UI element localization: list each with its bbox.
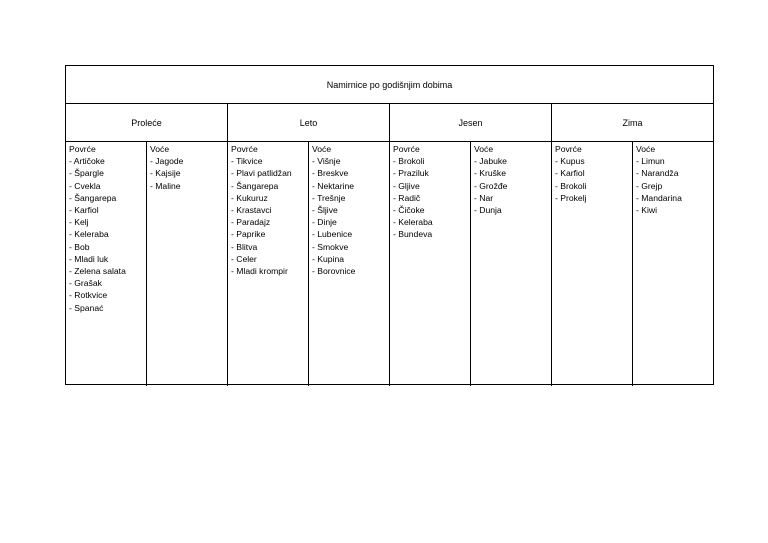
list-item: - Tikvice: [231, 156, 263, 167]
food-lists-row: [66, 142, 713, 386]
list-item: - Kukuruz: [231, 192, 268, 203]
column-heading: Voće: [312, 144, 332, 154]
list-item: - Prokelj: [555, 192, 587, 203]
list-item: - Rotkvice: [69, 290, 108, 301]
fruits-column-spring: [147, 142, 228, 386]
list-item: - Zelena salata: [69, 266, 126, 277]
list-item: - Narandža: [636, 168, 679, 179]
list-item: - Mladi luk: [69, 253, 109, 264]
column-heading: Povrće: [231, 144, 258, 154]
list-item: - Bob: [69, 241, 90, 252]
list-item: - Spanać: [69, 302, 104, 313]
list-item: - Jabuke: [474, 156, 507, 167]
fruits-column-summer: [309, 142, 390, 386]
list-item: - Celer: [231, 253, 257, 264]
list-item: - Trešnje: [312, 192, 346, 203]
list-item: - Grožđe: [474, 180, 508, 191]
seasonal-food-table: [65, 65, 714, 385]
list-item: - Nektarine: [312, 180, 355, 191]
list-item: - Brokoli: [393, 156, 425, 167]
season-header-spring: [66, 104, 228, 141]
list-item: - Plavi patlidžan: [231, 168, 292, 179]
vegetables-column-autumn: [390, 142, 471, 386]
fruits-column-winter: [633, 142, 713, 386]
list-item: - Šangarepa: [69, 192, 117, 203]
list-item: - Kiwi: [636, 205, 658, 216]
list-item: - Nar: [474, 192, 494, 203]
list-item: - Kruške: [474, 168, 506, 179]
column-heading: Povrće: [555, 144, 582, 154]
column-heading: Povrće: [69, 144, 96, 154]
column-heading: Voće: [474, 144, 494, 154]
list-item: - Karfiol: [555, 168, 585, 179]
list-item: - Gljive: [393, 180, 420, 191]
list-item: - Mandarina: [636, 192, 682, 203]
list-item: - Keleraba: [69, 229, 109, 240]
list-item: - Šljive: [312, 205, 338, 216]
list-item: - Artičoke: [69, 156, 105, 167]
list-item: - Bundeva: [393, 229, 433, 240]
list-item: - Brokoli: [555, 180, 587, 191]
list-item: - Krastavci: [231, 205, 272, 216]
season-name: Leto: [299, 117, 318, 128]
vegetables-column-spring: [66, 142, 147, 386]
table-title-cell: [66, 66, 713, 104]
list-item: - Cvekla: [69, 180, 101, 191]
list-item: - Borovnice: [312, 266, 356, 277]
list-item: - Keleraba: [393, 217, 433, 228]
list-item: - Kupus: [555, 156, 585, 167]
list-item: - Čičoke: [393, 205, 425, 216]
list-item: - Radič: [393, 192, 421, 203]
vegetables-column-summer: [228, 142, 309, 386]
list-item: - Maline: [150, 180, 181, 191]
list-item: - Špargle: [69, 168, 104, 179]
list-item: - Kajsije: [150, 168, 181, 179]
list-item: - Šangarepa: [231, 180, 279, 191]
list-item: - Karfiol: [69, 205, 99, 216]
list-item: - Višnje: [312, 156, 341, 167]
list-item: - Blitva: [231, 241, 258, 252]
column-heading: Voće: [636, 144, 656, 154]
table-title: Namirnice po godišnjim dobima: [326, 79, 453, 90]
list-item: - Dinje: [312, 217, 337, 228]
list-item: - Grejp: [636, 180, 663, 191]
season-name: Jesen: [458, 117, 483, 128]
list-item: - Paradajz: [231, 217, 271, 228]
list-item: - Jagode: [150, 156, 184, 167]
list-item: - Praziluk: [393, 168, 429, 179]
list-item: - Grašak: [69, 278, 102, 289]
vegetables-column-winter: [552, 142, 633, 386]
list-item: - Kelj: [69, 217, 89, 228]
season-header-autumn: [390, 104, 552, 141]
list-item: - Mladi krompir: [231, 266, 288, 277]
list-item: - Paprike: [231, 229, 266, 240]
list-item: - Lubenice: [312, 229, 353, 240]
season-name: Proleće: [131, 117, 162, 128]
fruits-column-autumn: [471, 142, 552, 386]
list-item: - Limun: [636, 156, 665, 167]
season-header-row: [66, 104, 713, 142]
list-item: - Kupina: [312, 253, 345, 264]
season-header-winter: [552, 104, 713, 141]
season-header-summer: [228, 104, 390, 141]
season-name: Zima: [622, 117, 643, 128]
column-heading: Povrće: [393, 144, 420, 154]
list-item: - Dunja: [474, 205, 502, 216]
list-item: - Breskve: [312, 168, 349, 179]
list-item: - Smokve: [312, 241, 349, 252]
column-heading: Voće: [150, 144, 170, 154]
